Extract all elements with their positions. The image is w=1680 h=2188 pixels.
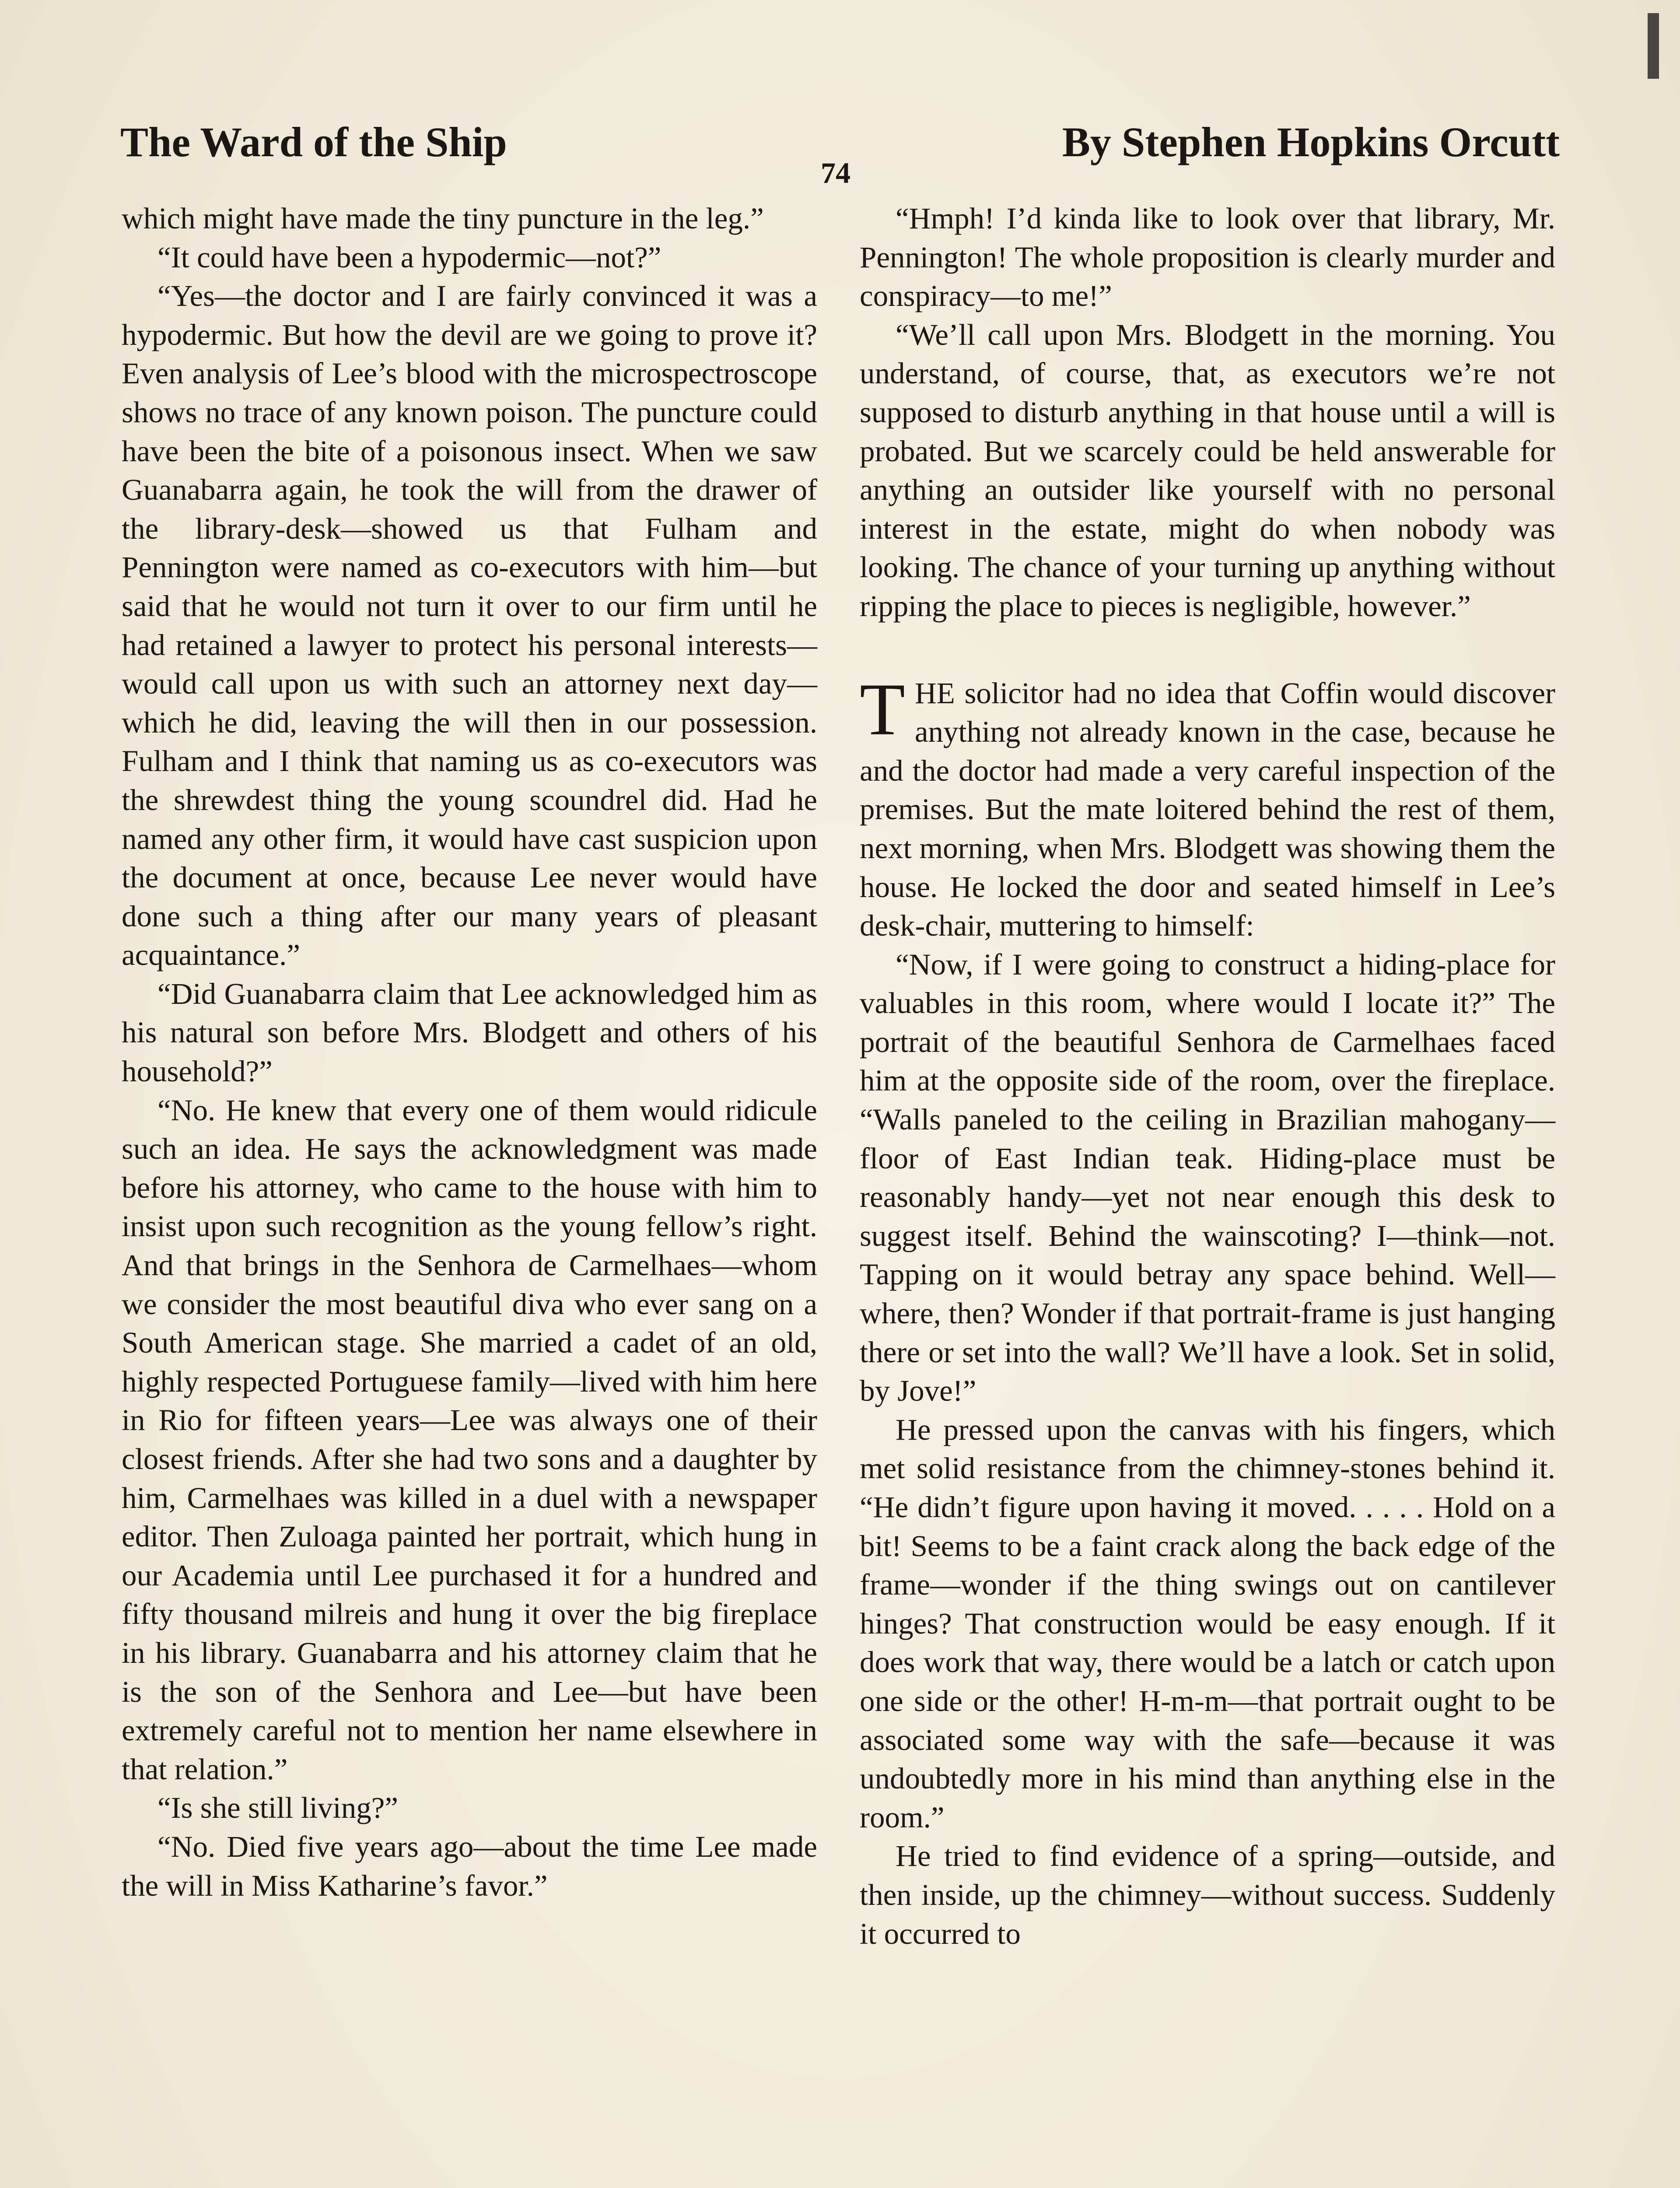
right-column [860,199,1555,1953]
paragraph: He tried to find evidence of a spring—outside, and then inside, up the chimney—without success. Suddenly it occurred to [860,1839,1555,1950]
paragraph: “Is she still living?” [158,1791,398,1825]
paragraph: “Hmph! I’d kinda like to look over that library, Mr. Pennington! The whole proposition is clearly murder and conspiracy—to me!” [860,202,1555,313]
page-number: 74 [821,156,850,189]
paragraph: He pressed upon the canvas with his fingers, which met solid resistance from the chimney-stones behind it. “He didn’t figure upon having it moved. . . . . Hold on a bit! Seems to be a faint crack along the back edge of the frame—wonder if the thing swings out on cantilever hinges? That construction would be easy enough. If it does work that way, there would be a latch or catch upon one side or the other! H-m-m—that portrait ought to be associated some way with the safe—because it was undoubtedly more in his mind than anything else in the room.” [860,1413,1555,1834]
drop-cap: T [860,668,905,750]
paragraph: which might have made the tiny puncture in the leg.” [122,202,764,235]
paragraph: “No. He knew that every one of them would ridicule such an idea. He says the acknowledgment was made before his attorney, who came to the house with him to insist upon such recognition as the young fellow’s right. And that brings in the Senhora de Carmelhaes—whom we consider the most beautiful diva who ever sang on a South American stage. She married a cadet of an old, highly respected Portuguese family—lived with him here in Rio for fifteen years—Lee was always one of their closest friends. After she had two sons and a daughter by him, Carmelhaes was killed in a duel with a newspaper editor. Then Zuloaga painted her portrait, which hung in our Academia until Lee purchased it for a hundred and fifty thousand milreis and hung it over the big fireplace in his library. Guanabarra and his attorney claim that he is the son of the Senhora and Lee—but have been extremely careful not to mention her name elsewhere in that relation.” [122,1093,817,1786]
paragraph: “No. Died five years ago—about the time Lee made the will in Miss Katharine’s favor.” [122,1830,817,1902]
page-edge-mark [1648,13,1659,79]
paragraph: “We’ll call upon Mrs. Blodgett in the morning. You understand, of course, that, as executors we’re not supposed to disturb anything in that house until a will is probated. But we scarcely could be held answerable for anything an outsider like yourself with no personal interest in the estate, might do when nobody was looking. The chance of your turning up anything without ripping the place to pieces is negligible, however.” [860,318,1555,623]
paragraph: “Now, if I were going to construct a hiding-place for valuables in this room, where would I locate it?” The portrait of the beautiful Senhora de Carmelhaes faced him at the opposite side of the room, over the fireplace. “Walls paneled to the ceiling in Brazilian mahogany—floor of East Indian teak. Hiding-place must be reasonably handy—yet not near enough this desk to suggest itself. Behind the wainscoting? I—think—not. Tapping on it would betray any space behind. Well—where, then? Wonder if that portrait-frame is just hanging there or set into the wall? We’ll have a look. Set in solid, by Jove!” [860,947,1555,1408]
paragraph: “Did Guanabarra claim that Lee acknowledged him as his natural son before Mrs. Blodgett and others of his household?” [122,977,817,1088]
paragraph: “It could have been a hypodermic—not?” [158,240,662,274]
section-paragraph-text: HE solicitor had no idea that Coffin would discover anything not already known in the case, because he and the doctor had made a very careful inspection of the premises. But the mate loitered behind the rest of them, next morning, when Mrs. Blodgett was showing them the house. He locked the door and seated himself in Lee’s desk-chair, muttering to himself: [860,676,1555,943]
story-title: The Ward of the Ship [120,119,507,165]
left-column [122,199,817,1905]
story-author: By Stephen Hopkins Orcutt [1062,119,1560,165]
section-paragraph [860,668,1555,945]
paragraph: “Yes—the doctor and I are fairly convinced it was a hypodermic. But how the devil are we going to prove it? Even analysis of Lee’s blood with the microspectroscope shows no trace of any known poison. The puncture could have been the bite of a poisonous insect. When we saw Guanabarra again, he took the will from the drawer of the library-desk—showed us that Fulham and Pennington were named as co-executors with him—but said that he would not turn it over to our firm until he had retained a lawyer to protect his personal interests—would call upon us with such an attorney next day—which he did, leaving the will then in our possession. Fulham and I think that naming us as co-executors was the shrewdest thing the young scoundrel did. Had he named any other firm, it would have cast suspicion upon the document at once, because Lee never would have done such a thing after our many years of pleasant acquaintance.” [122,279,817,972]
